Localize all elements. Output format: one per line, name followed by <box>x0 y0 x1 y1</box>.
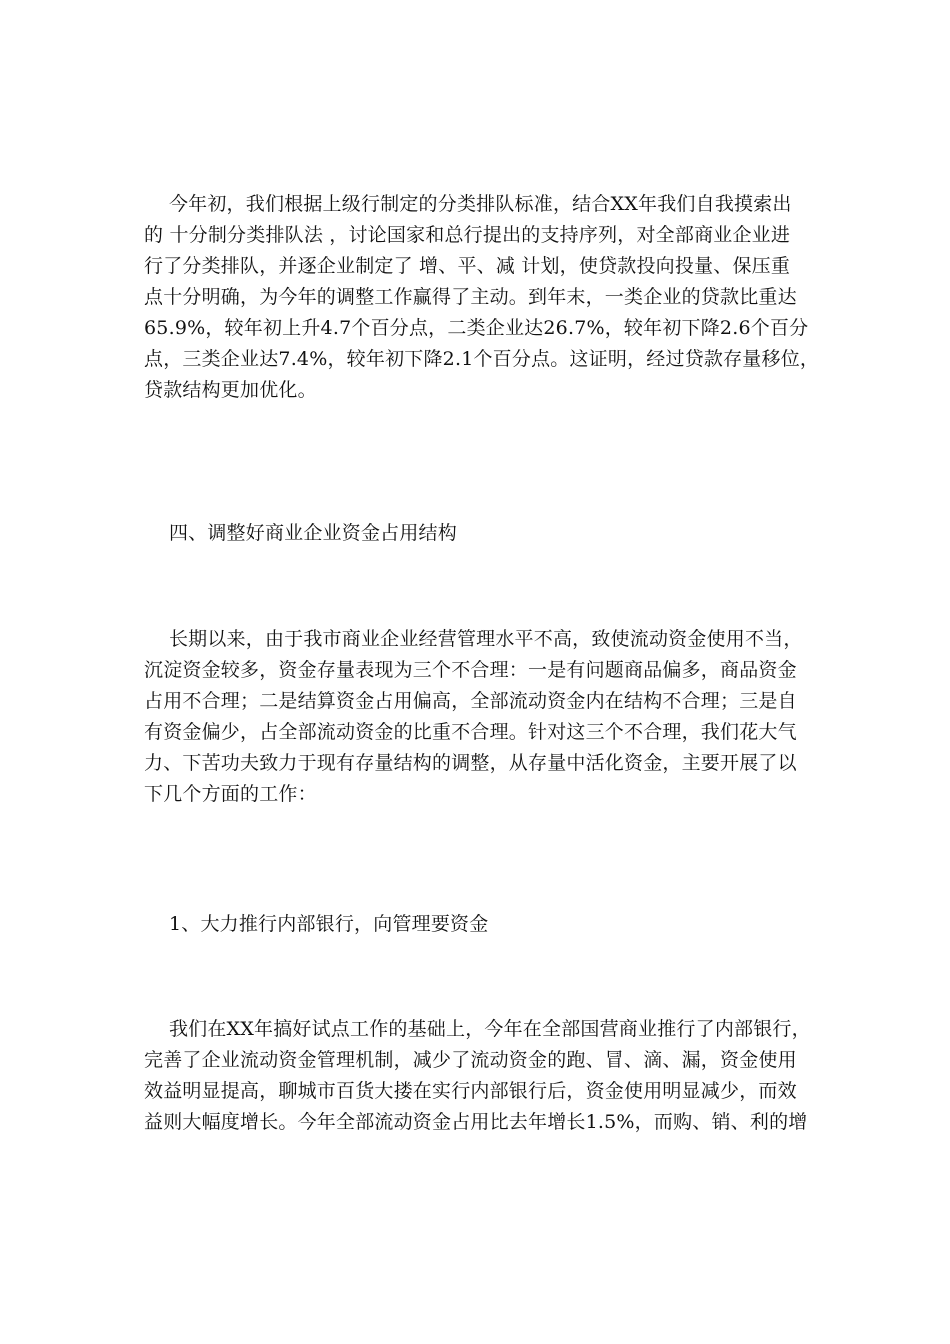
text-line: 行了分类排队，并逐企业制定了 增、平、减 计划，使贷款投向投量、保压重 <box>144 255 791 277</box>
paragraph-loan-classification <box>144 189 820 406</box>
text-line: 点十分明确，为今年的调整工作赢得了主动。到年末，一类企业的贷款比重达 <box>144 286 797 308</box>
text-line: 有资金偏少，占全部流动资金的比重不合理。针对这三个不合理，我们花大气 <box>144 721 797 743</box>
text-line: 效益明显提高，聊城市百货大搂在实行内部银行后，资金使用明显减少，而效 <box>144 1080 797 1102</box>
text-line: 的 十分制分类排队法 ，讨论国家和总行提出的支持序列，对全部商业企业进 <box>144 224 791 246</box>
paragraph-capital-structure <box>144 624 810 810</box>
text-line: 完善了企业流动资金管理机制，减少了流动资金的跑、冒、滴、漏，资金使用 <box>144 1049 797 1071</box>
paragraph-internal-bank <box>144 1014 810 1138</box>
subsection-heading-one <box>144 909 810 940</box>
text-line: 下几个方面的工作： <box>144 783 317 805</box>
heading-text: 四、调整好商业企业资金占用结构 <box>144 522 457 544</box>
text-line: 占用不合理；二是结算资金占用偏高，全部流动资金内在结构不合理；三是自 <box>144 690 797 712</box>
text-line: 沉淀资金较多，资金存量表现为三个不合理：一是有问题商品偏多，商品资金 <box>144 659 797 681</box>
text-line: 今年初，我们根据上级行制定的分类排队标准，结合XX年我们自我摸索出 <box>144 193 792 215</box>
text-line: 长期以来，由于我市商业企业经营管理水平不高，致使流动资金使用不当， <box>144 628 803 650</box>
text-line: 益则大幅度增长。今年全部流动资金占用比去年增长1.5%，而购、销、利的增 <box>144 1111 808 1133</box>
heading-text: 1、大力推行内部银行，向管理要资金 <box>144 913 489 935</box>
section-heading-four <box>144 518 810 549</box>
text-line: 点，三类企业达7.4%，较年初下降2.1个百分点。这证明，经过贷款存量移位， <box>144 348 820 370</box>
text-line: 力、下苦功夫致力于现有存量结构的调整，从存量中活化资金，主要开展了以 <box>144 752 797 774</box>
text-line: 贷款结构更加优化。 <box>144 379 317 401</box>
text-line: 我们在XX年搞好试点工作的基础上，今年在全部国营商业推行了内部银行， <box>144 1018 811 1040</box>
text-line: 65.9%，较年初上升4.7个百分点，二类企业达26.7%，较年初下降2.6个百分 <box>144 317 809 339</box>
